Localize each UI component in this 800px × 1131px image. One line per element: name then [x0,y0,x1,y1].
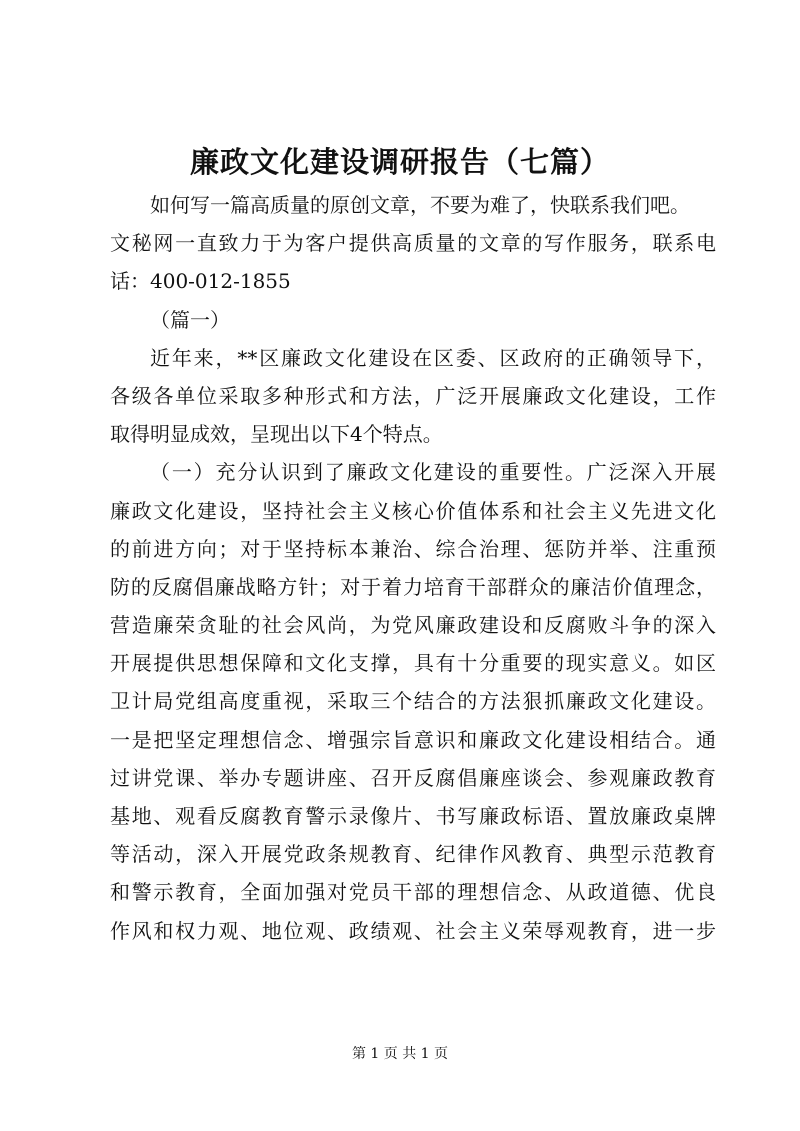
page-footer: 第 1 页 共 1 页 [351,1046,449,1062]
document-title: 廉政文化建设调研报告（七篇） [189,145,610,179]
paragraph-line: 基地、观看反腐教育警示录像片、书写廉政标语、置放廉政桌牌 [110,804,716,828]
paragraph-line: 话：400-012-1855 [110,269,291,294]
paragraph-line: 卫计局党组高度重视，采取三个结合的方法狠抓廉政文化建设。 [110,689,716,714]
paragraph-line: 过讲党课、举办专题讲座、召开反腐倡廉座谈会、参观廉政教育 [110,765,716,790]
paragraph-line: 作风和权力观、地位观、政绩观、社会主义荣辱观教育，进一步 [110,918,716,943]
paragraph-line: 文秘网一直致力于为客户提供高质量的文章的写作服务，联系电 [110,231,716,256]
section-heading: （篇一） [150,307,230,332]
paragraph-line: 取得明显成效，呈现出以下4个特点。 [110,422,443,447]
paragraph-line: （一）充分认识到了廉政文化建设的重要性。广泛深入开展 [150,460,716,485]
paragraph-line: 的前进方向；对于坚持标本兼治、综合治理、惩防并举、注重预 [110,536,716,561]
paragraph-line: 等活动，深入开展党政条规教育、纪律作风教育、典型示范教育 [110,842,716,867]
paragraph-line: 防的反腐倡廉战略方针；对于着力培育干部群众的廉洁价值理念， [110,574,716,599]
paragraph-line: 近年来，**区廉政文化建设在区委、区政府的正确领导下， [150,345,716,370]
paragraph-line: 开展提供思想保障和文化支撑，具有十分重要的现实意义。如区 [110,651,716,676]
paragraph-line: 营造廉荣贪耻的社会风尚，为党风廉政建设和反腐败斗争的深入 [110,613,716,638]
paragraph-line: 一是把坚定理想信念、增强宗旨意识和廉政文化建设相结合。通 [110,727,716,752]
paragraph-line: 廉政文化建设，坚持社会主义核心价值体系和社会主义先进文化 [110,498,716,523]
paragraph-line: 如何写一篇高质量的原创文章，不要为难了，快联系我们吧。 [150,193,690,217]
paragraph-line: 各级各单位采取多种形式和方法，广泛开展廉政文化建设，工作 [110,383,716,408]
document-body [110,186,716,950]
paragraph-line: 和警示教育，全面加强对党员干部的理想信念、从政道德、优良 [110,880,716,905]
